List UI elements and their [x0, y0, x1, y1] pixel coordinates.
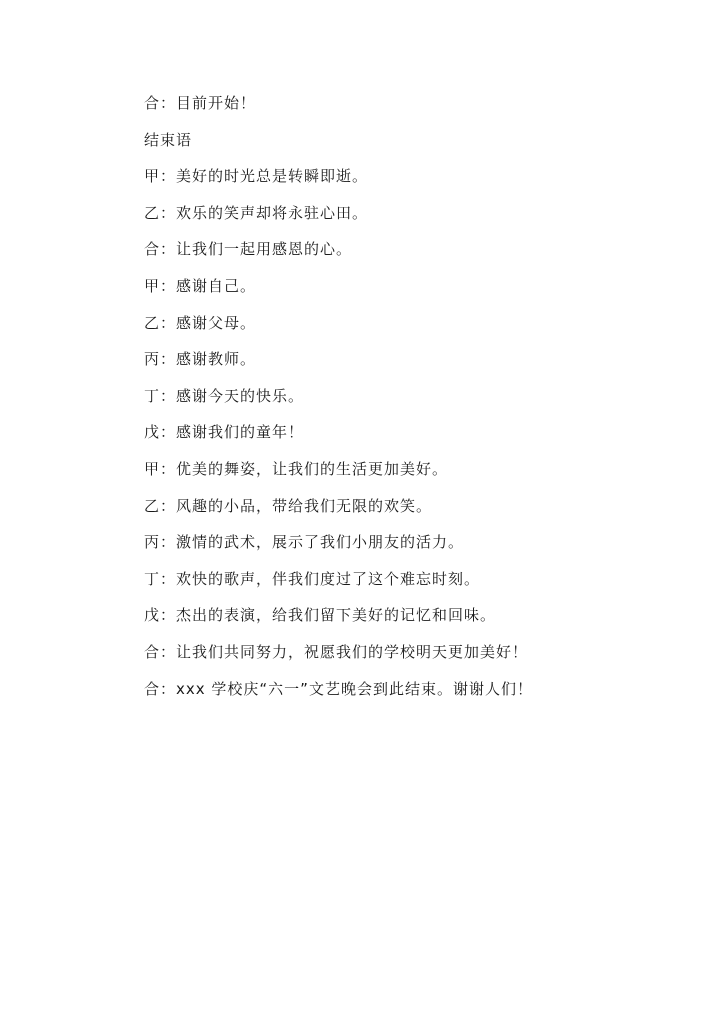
- speaker-label: 丁：: [144, 569, 177, 588]
- paragraph-line: [144, 531, 664, 568]
- speaker-label: 乙：: [144, 496, 177, 515]
- line-text: 感谢教师。: [176, 350, 257, 369]
- section-heading: [144, 129, 664, 166]
- speaker-label: 戊：: [144, 423, 177, 442]
- paragraph-line: [144, 202, 664, 239]
- speaker-label: 乙：: [144, 203, 177, 222]
- paragraph-line: [144, 385, 664, 422]
- line-text: 杰出的表演，给我们留下美好的记忆和回味。: [176, 606, 497, 625]
- line-text: 欢快的歌声，伴我们度过了这个难忘时刻。: [176, 569, 481, 588]
- speaker-label: 丙：: [144, 350, 177, 369]
- line-text: 感谢自己。: [176, 276, 257, 295]
- paragraph-line: [144, 678, 664, 715]
- paragraph-line: [144, 238, 664, 275]
- speaker-label: 甲：: [144, 459, 177, 478]
- line-text: 感谢父母。: [176, 313, 257, 332]
- speaker-label: 甲：: [144, 276, 177, 295]
- speaker-label: 丙：: [144, 533, 177, 552]
- line-text: 风趣的小品，带给我们无限的欢笑。: [176, 496, 433, 515]
- line-text: 感谢今天的快乐。: [176, 386, 305, 405]
- paragraph-line: [144, 275, 664, 312]
- paragraph-line: [144, 495, 664, 532]
- speaker-label: 合：: [144, 240, 177, 259]
- line-text: 感谢我们的童年！: [176, 423, 305, 442]
- line-text: xxx 学校庆“六一”文艺晚会到此结束。谢谢人们！: [176, 679, 533, 698]
- paragraph-line: [144, 568, 664, 605]
- speaker-label: 甲：: [144, 167, 177, 186]
- paragraph-line: [144, 348, 664, 385]
- line-text: 目前开始！: [176, 94, 257, 112]
- paragraph-line: [144, 641, 664, 678]
- speaker-label: 丁：: [144, 386, 177, 405]
- speaker-label: 乙：: [144, 313, 177, 332]
- line-text: 结束语: [144, 130, 193, 149]
- speaker-label: 戊：: [144, 606, 177, 625]
- paragraph-line: [144, 312, 664, 349]
- speaker-label: 合：: [144, 642, 177, 661]
- line-text: 激情的武术，展示了我们小朋友的活力。: [176, 533, 465, 552]
- line-text: 优美的舞姿，让我们的生活更加美好。: [176, 459, 449, 478]
- line-text: 让我们一起用感恩的心。: [176, 240, 353, 259]
- document-body: [144, 92, 664, 714]
- paragraph-line: [144, 604, 664, 641]
- speaker-label: 合：: [144, 94, 177, 112]
- line-text: 让我们共同努力，祝愿我们的学校明天更加美好！: [176, 642, 529, 661]
- line-text: 美好的时光总是转瞬即逝。: [176, 167, 369, 186]
- line-text: 欢乐的笑声却将永驻心田。: [176, 203, 369, 222]
- speaker-label: 合：: [144, 679, 177, 698]
- paragraph-line: [144, 458, 664, 495]
- paragraph-line: [144, 92, 664, 129]
- paragraph-line: [144, 421, 664, 458]
- paragraph-line: [144, 165, 664, 202]
